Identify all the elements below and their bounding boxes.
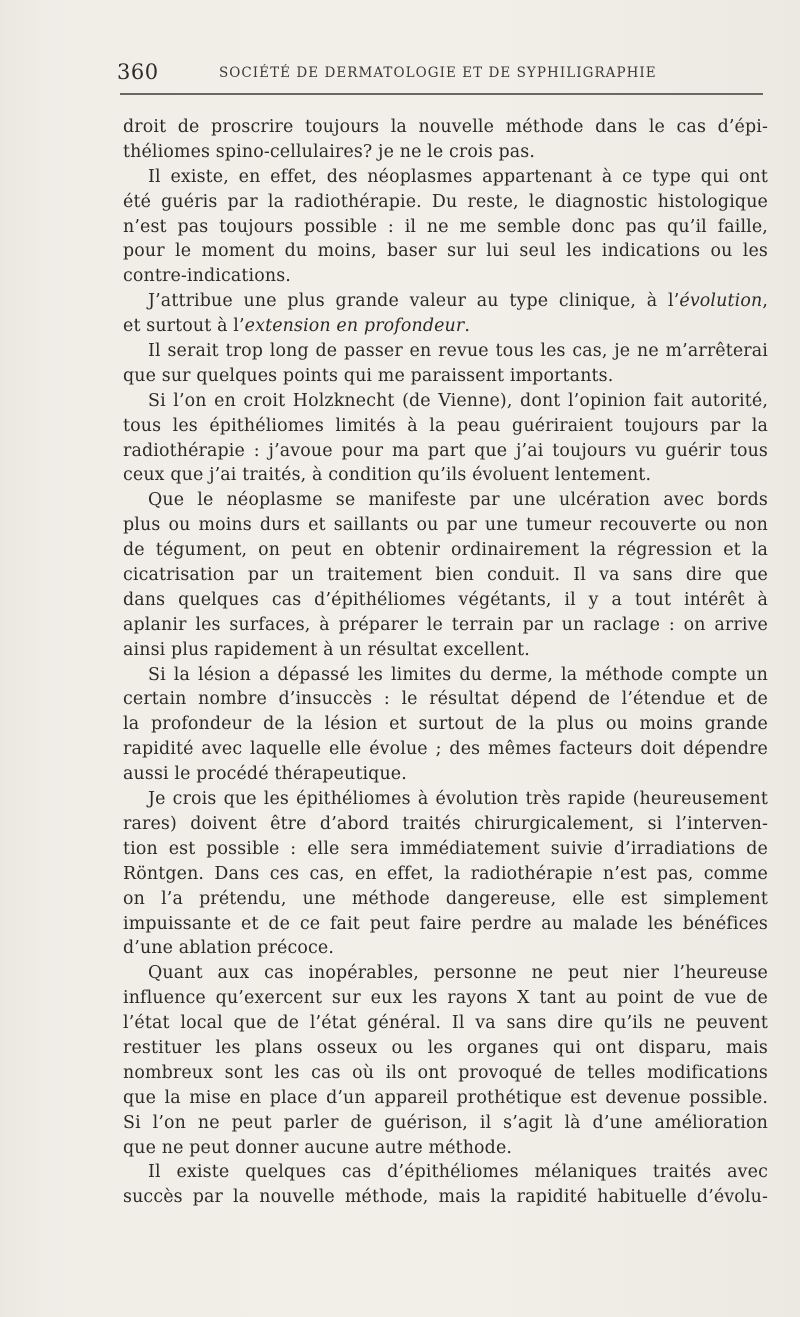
text-line: la profondeur de la lésion et surtout de la plus ou moins grande — [123, 714, 768, 735]
text-line: radiothérapie : j’avoue pour ma part que j’ai toujours vu guérir tous — [123, 440, 768, 461]
line-text: . — [464, 316, 471, 337]
text-line: n’est pas toujours possible : il ne me semble donc pas qu’il faille, — [123, 216, 768, 237]
text-line: Si l’on en croit Holzknecht (de Vienne), dont l’opinion fait autorité, — [148, 390, 768, 411]
text-line: restituer les plans osseux ou les organes qui ont disparu, mais — [123, 1037, 768, 1058]
page-number: 360 — [117, 60, 159, 84]
text-line: ceux que j’ai traités, à condition qu’ils évoluent lentement. — [123, 465, 652, 486]
text-line: plus ou moins durs et saillants ou par une tumeur recouverte ou non — [123, 515, 768, 536]
text-line: ainsi plus rapidement à un résultat excellent. — [123, 639, 530, 660]
text-line: que la mise en place d’un appareil prothétique est devenue possible. — [123, 1087, 768, 1108]
text-line: aplanir les surfaces, à préparer le terrain par un raclage : on arrive — [123, 614, 768, 635]
text-line: contre-indications. — [123, 266, 291, 287]
text-line: Röntgen. Dans ces cas, en effet, la radiothérapie n’est pas, comme — [123, 863, 768, 884]
text-line: de tégument, on peut en obtenir ordinairement la régression et la — [123, 540, 768, 561]
text-line: rares) doivent être d’abord traités chirurgicalement, si l’interven- — [123, 813, 768, 834]
text-line: tion est possible : elle sera immédiatement suivie d’irradiations de — [123, 838, 768, 859]
text-line: nombreux sont les cas où ils ont provoqué de telles modifications — [123, 1062, 768, 1083]
body-text — [123, 115, 768, 1210]
text-line: Si l’on ne peut parler de guérison, il s’agit là d’une amélioration — [123, 1112, 768, 1133]
running-head: SOCIÉTÉ DE DERMATOLOGIE ET DE SYPHILIGRAPHIE — [219, 65, 657, 81]
text-line: Je crois que les épithéliomes à évolution très rapide (heureusement — [148, 789, 768, 810]
text-line: rapidité avec laquelle elle évolue ; des mêmes facteurs doit dépendre — [123, 739, 768, 760]
text-line: Il serait trop long de passer en revue tous les cas, je ne m’arrêterai — [148, 341, 768, 362]
text-line: que sur quelques points qui me paraissent importants. — [123, 365, 614, 386]
text-line: Il existe quelques cas d’épithéliomes mélaniques traités avec — [148, 1162, 768, 1183]
text-line: d’une ablation précoce. — [123, 938, 335, 959]
text-line: cicatrisation par un traitement bien conduit. Il va sans dire que — [123, 565, 768, 586]
text-line: aussi le procédé thérapeutique. — [123, 764, 407, 785]
line-text: , — [762, 291, 768, 312]
text-line: que ne peut donner aucune autre méthode. — [123, 1137, 513, 1158]
text-line: Si la lésion a dépassé les limites du derme, la méthode compte un — [148, 664, 768, 685]
text-line: Quant aux cas inopérables, personne ne peut nier l’heureuse — [148, 963, 768, 984]
text-line: pour le moment du moins, baser sur lui seul les indications ou les — [123, 241, 768, 262]
text-line: influence qu’exercent sur eux les rayons X tant au point de vue de — [123, 988, 768, 1009]
text-line: dans quelques cas d’épithéliomes végétants, il y a tout intérêt à — [123, 589, 768, 610]
text-line: théliomes spino-cellulaires? je ne le crois pas. — [123, 141, 536, 162]
text-line: succès par la nouvelle méthode, mais la rapidité habituelle d’évolu- — [123, 1187, 768, 1208]
text-line: certain nombre d’insuccès : le résultat dépend de l’étendue et de — [123, 689, 768, 710]
line-text: J’attribue une plus grande valeur au type clinique, à l’ — [148, 291, 680, 312]
text-line — [123, 289, 768, 314]
italic-text: évolution — [679, 291, 763, 312]
italic-text: extension en profondeur — [244, 316, 465, 337]
text-line: tous les épithéliomes limités à la peau guériraient toujours par la — [123, 415, 768, 436]
text-line: l’état local que de l’état général. Il va sans dire qu’ils ne peuvent — [123, 1013, 768, 1034]
page-header — [117, 56, 768, 88]
text-line: été guéris par la radiothérapie. Du reste, le diagnostic histologique — [123, 191, 768, 212]
text-line: droit de proscrire toujours la nouvelle méthode dans le cas d’épi- — [123, 117, 768, 137]
line-text: et surtout à l’ — [123, 316, 245, 337]
text-line: Il existe, en effet, des néoplasmes appartenant à ce type qui ont — [148, 166, 768, 187]
text-line: Que le néoplasme se manifeste par une ulcération avec bords — [148, 490, 768, 511]
text-line: impuissante et de ce fait peut faire perdre au malade les bénéfices — [123, 913, 768, 934]
text-line: on l’a prétendu, une méthode dangereuse, elle est simplement — [123, 888, 768, 909]
header-rule — [120, 93, 763, 95]
text-line — [123, 314, 768, 339]
